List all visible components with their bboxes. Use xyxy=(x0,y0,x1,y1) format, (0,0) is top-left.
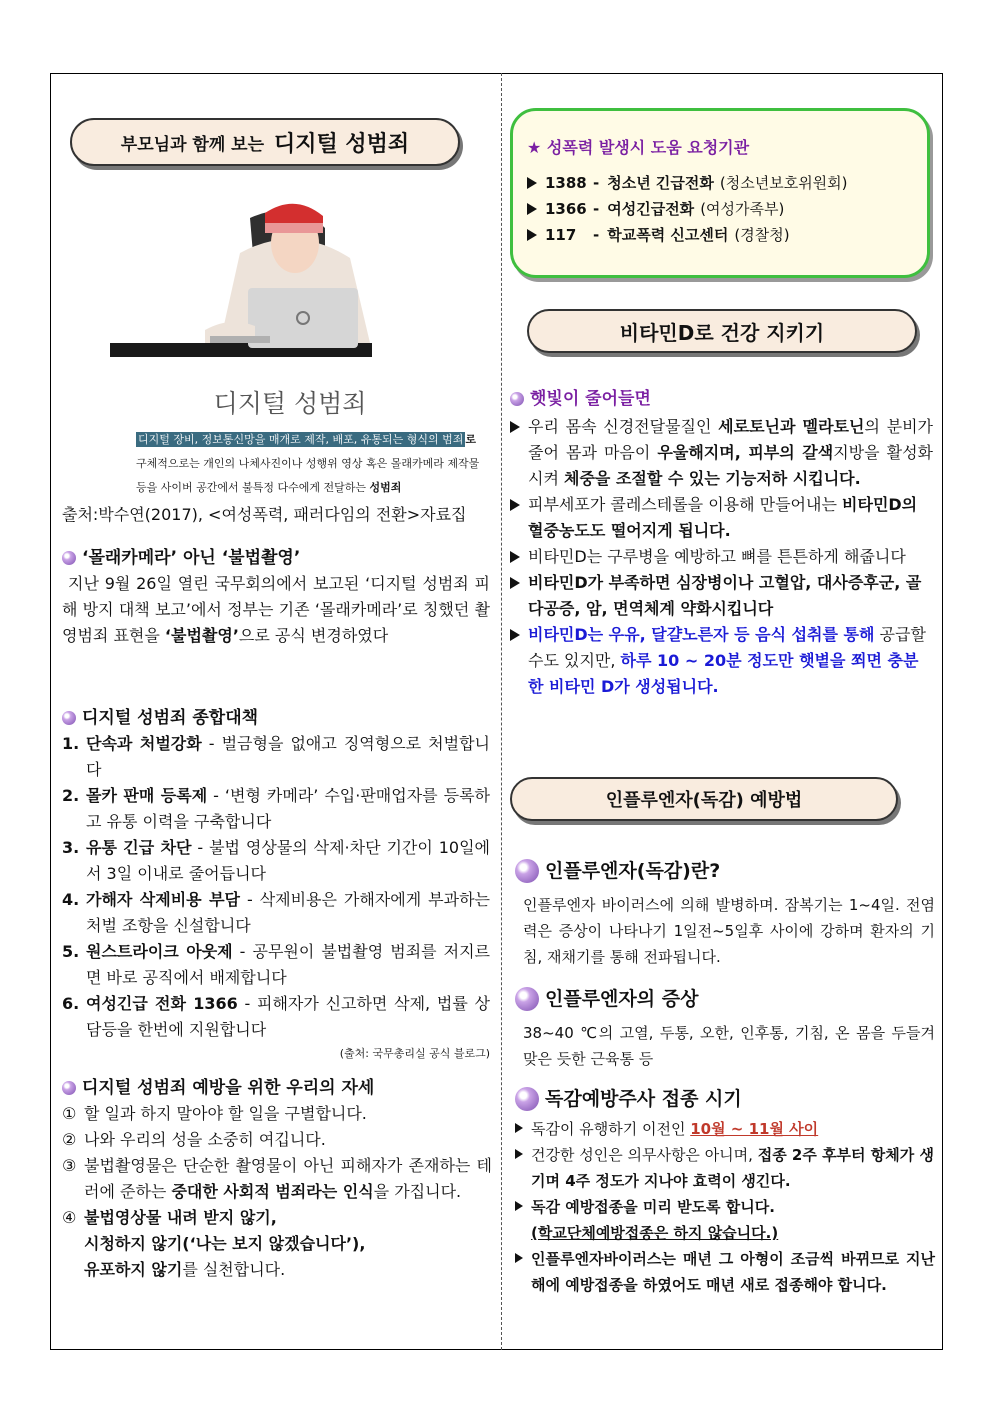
measure-num: 1. xyxy=(62,734,80,753)
section-measures xyxy=(62,705,490,1061)
help-dash: - xyxy=(593,200,600,218)
help-number: 1366 xyxy=(545,200,587,218)
attitude-4-line3-tail: 를 실천합니다. xyxy=(182,1260,286,1279)
help-item xyxy=(527,170,927,196)
help-title: ★ 성폭력 발생시 도움 요청기관 xyxy=(527,138,750,157)
attitude-4-line2: 시청하지 않기(‘나는 보지 않겠습니다’), xyxy=(84,1234,366,1253)
help-name: 여성긴급전화 xyxy=(607,200,695,218)
triangle-bullet-icon xyxy=(510,551,520,563)
attitude-text: 나와 우리의 성을 소중히 여깁니다. xyxy=(84,1130,326,1149)
triangle-bullet-icon xyxy=(510,629,520,641)
vitamin-item: 비타민D는 구루병을 예방하고 뼈를 튼튼하게 해줍니다 xyxy=(510,544,933,570)
help-item xyxy=(527,222,927,248)
f3-title: 독감예방주사 접종 시기 xyxy=(545,1088,742,1110)
help-box xyxy=(510,108,930,278)
triangle-bullet-icon xyxy=(510,499,520,511)
measure-text: - 삭제비용은 가해자에게 부과하는 처벌 조항을 신설합니다 xyxy=(86,890,490,935)
measure-text: - 벌금형을 없애고 징역형으로 처벌합니다 xyxy=(86,734,490,779)
measure-text: - 공무원이 불법촬영 범죄를 저지르면 바로 공직에서 배제합니다 xyxy=(86,942,490,987)
measure-item xyxy=(62,991,490,1043)
f2-body: 38~40 ℃의 고열, 두통, 오한, 인후통, 기침, 온 몸을 두들겨 맞은 듯한 근육통 등 xyxy=(523,1024,935,1068)
attitude-item xyxy=(62,1153,492,1205)
vitamin-item: 비타민D는 우유, 달걀노른자 등 음식 섭취를 통해 공급할 수도 있지만, 하루 10 ~ 20분 정도만 햇볕을 쬐면 충분한 비타민 D가 생성됩니다. xyxy=(510,622,933,700)
help-name: 학교폭력 신고센터 xyxy=(607,226,729,244)
measures-list xyxy=(62,731,490,1043)
gem-icon xyxy=(515,987,539,1011)
attitude-item-4 xyxy=(62,1205,492,1283)
measure-num: 6. xyxy=(62,994,80,1013)
caption-highlight: 디지털 장비, 정보통신망을 매개로 제작, 배포, 유통되는 형식의 범죄 xyxy=(138,433,464,446)
help-dash: - xyxy=(593,174,600,192)
help-org: (청소년보호위원회) xyxy=(719,174,848,192)
triangle-bullet-icon xyxy=(515,1253,523,1263)
measure-title: 유통 긴급 차단 xyxy=(86,838,192,857)
gem-icon xyxy=(510,392,524,406)
section-attitude xyxy=(62,1075,492,1283)
attitude-item xyxy=(62,1101,492,1127)
illustration-source: 출처:박수연(2017), <여성폭력, 패러다임의 전환>자료집 xyxy=(62,505,467,524)
f1-body: 인플루엔자 바이러스에 의해 발병하며. 잠복기는 1~4일. 전염력은 증상이 나타나기 1일전~5일후 사이에 강하며 환자의 기침, 재채기를 통해 전파됩니다. xyxy=(523,896,935,966)
illustration-heading: 디지털 성범죄 xyxy=(213,389,367,418)
measure-item xyxy=(62,835,490,887)
column-divider xyxy=(501,73,502,1350)
attitude-item xyxy=(62,1127,492,1153)
section-illegal-filming xyxy=(62,545,490,649)
help-number: 117 xyxy=(545,226,577,244)
measure-title: 여성긴급 전화 1366 xyxy=(86,994,238,1013)
flu-item: 인플루엔자바이러스는 매년 그 아형이 조금씩 바뀌므로 지난해에 예방접종을 하였어도 매년 새로 접종해야 합니다. xyxy=(515,1246,935,1298)
attitude-num: ① xyxy=(62,1104,77,1123)
triangle-bullet-icon xyxy=(510,421,520,433)
s1-body-b: 으로 공식 변경하였다 xyxy=(238,626,389,645)
triangle-bullet-icon xyxy=(510,577,520,589)
attitude-text: 불법촬영물은 단순한 촬영물이 아닌 피해자가 존재하는 테러에 준하는 xyxy=(84,1156,492,1201)
attitude-4-line3-bold: 유포하지 않기 xyxy=(84,1260,183,1279)
s3-title: 디지털 성범죄 예방을 위한 우리의 자세 xyxy=(82,1078,375,1098)
measure-item xyxy=(62,939,490,991)
gem-icon xyxy=(62,711,76,725)
caption-tail: 로 xyxy=(465,433,477,446)
vitamin-title: 비타민D로 건강 지키기 xyxy=(619,320,825,345)
help-number: 1388 xyxy=(545,174,587,192)
flu-item: 독감 예방접종을 미리 받도록 합니다. (학교단체예방접종은 하지 않습니다.) xyxy=(515,1194,935,1246)
woman-laptop-illustration xyxy=(110,198,380,366)
triangle-bullet-icon xyxy=(515,1123,523,1133)
measure-title: 원스트라이크 아웃제 xyxy=(86,942,233,961)
attitude-4-line1: 불법영상물 내려 받지 않기, xyxy=(84,1208,277,1227)
help-dash: - xyxy=(593,226,600,244)
v-sub: 햇빛이 줄어들면 xyxy=(530,389,651,409)
measure-num: 5. xyxy=(62,942,80,961)
measure-title: 단속과 처벌강화 xyxy=(86,734,202,753)
f1-title: 인플루엔자(독감)란? xyxy=(545,860,721,882)
section-flu xyxy=(515,858,935,1298)
attitude-tail: 을 가집니다. xyxy=(373,1182,462,1201)
attitude-num: ③ xyxy=(62,1156,77,1175)
attitude-text: 할 일과 하지 말아야 할 일을 구별합니다. xyxy=(84,1104,367,1123)
s1-body-bold: ‘불법촬영’ xyxy=(164,626,239,645)
measure-item xyxy=(62,731,490,783)
measure-num: 3. xyxy=(62,838,80,857)
vitamin-item: 비타민D가 부족하면 심장병이나 고혈압, 대사증후군, 골다공증, 암, 면역체계 약화시킵니다 xyxy=(510,570,933,622)
s2-source: (출처: 국무총리실 공식 블로그) xyxy=(339,1047,490,1060)
measure-text: - 불법 영상물의 삭제·차단 기간이 10일에서 3일 이내로 줄어듭니다 xyxy=(86,838,490,883)
measure-item xyxy=(62,783,490,835)
measure-title: 가해자 삭제비용 부담 xyxy=(86,890,240,909)
help-org: (경찰청) xyxy=(734,226,790,244)
measure-num: 4. xyxy=(62,890,80,909)
help-org: (여성가족부) xyxy=(700,200,785,218)
s2-title: 디지털 성범죄 종합대책 xyxy=(82,708,259,728)
help-item xyxy=(527,196,927,222)
vitamin-item: 피부세포가 콜레스테롤을 이용해 만들어내는 비타민D의 혈중농도도 떨어지게 됩니다. xyxy=(510,492,933,544)
flu-title: 인플루엔자(독감) 예방법 xyxy=(605,790,803,811)
section-vitamin xyxy=(510,386,933,700)
attitude-num: ④ xyxy=(62,1208,77,1227)
gem-icon xyxy=(515,859,539,883)
attitude-bold: 중대한 사회적 범죄라는 인식 xyxy=(171,1182,374,1201)
s1-body-a: 지난 9월 26일 열린 국무회의에서 보고된 ‘디지털 성범죄 피해 방지 대책 보고’에서 정부는 기존 ‘몰래카메라’로 칭했던 촬영범죄 표현을 xyxy=(62,574,490,645)
triangle-bullet-icon xyxy=(527,203,537,215)
triangle-bullet-icon xyxy=(515,1201,523,1211)
triangle-bullet-icon xyxy=(527,177,537,189)
flu-item: 독감이 유행하기 이전인 10월 ~ 11월 사이 xyxy=(515,1116,935,1142)
measure-item xyxy=(62,887,490,939)
gem-icon xyxy=(62,1081,76,1095)
caption-line3-bold: 성범죄 xyxy=(369,481,402,494)
caption-line3: 등을 사이버 공간에서 불특정 다수에게 전달하는 xyxy=(136,481,367,494)
attitude-list xyxy=(62,1101,492,1205)
vitamin-banner xyxy=(527,309,917,353)
title-main: 디지털 성범죄 xyxy=(274,131,410,157)
triangle-bullet-icon xyxy=(527,229,537,241)
attitude-num: ② xyxy=(62,1130,77,1149)
gem-icon xyxy=(515,1087,539,1111)
s1-title: ‘몰래카메라’ 아닌 ‘불법촬영’ xyxy=(82,548,301,568)
illustration-caption xyxy=(136,428,486,500)
gem-icon xyxy=(62,551,76,565)
help-name: 청소년 긴급전화 xyxy=(607,174,714,192)
measure-title: 몰카 판매 등록제 xyxy=(86,786,208,805)
help-list xyxy=(527,170,927,248)
triangle-bullet-icon xyxy=(515,1149,523,1159)
flu-banner xyxy=(510,777,898,821)
vitamin-item: 우리 몸속 신경전달물질인 세로토닌과 멜라토닌의 분비가 줄어 몸과 마음이 우울해지며, 피부의 갈색지방을 활성화시켜 체중을 조절할 수 있는 기능저하 시킵니다. xyxy=(510,414,933,492)
measure-text: - ‘변형 카메라’ 수입·판매업자를 등록하고 유통 이력을 구축합니다 xyxy=(86,786,490,831)
flu-item: 건강한 성인은 의무사항은 아니며, 접종 2주 후부터 항체가 생기며 4주 정도가 지나야 효력이 생긴다. xyxy=(515,1142,935,1194)
left-title-banner xyxy=(70,118,460,166)
caption-line2: 구체적으로는 개인의 나체사진이나 성행위 영상 혹은 몰래카메라 제작물 xyxy=(136,457,480,470)
measure-num: 2. xyxy=(62,786,80,805)
measure-text: - 피해자가 신고하면 삭제, 법률 상담등을 한번에 지원합니다 xyxy=(86,994,490,1039)
f2-title: 인플루엔자의 증상 xyxy=(545,988,699,1010)
title-prefix: 부모님과 함께 보는 xyxy=(120,134,265,155)
